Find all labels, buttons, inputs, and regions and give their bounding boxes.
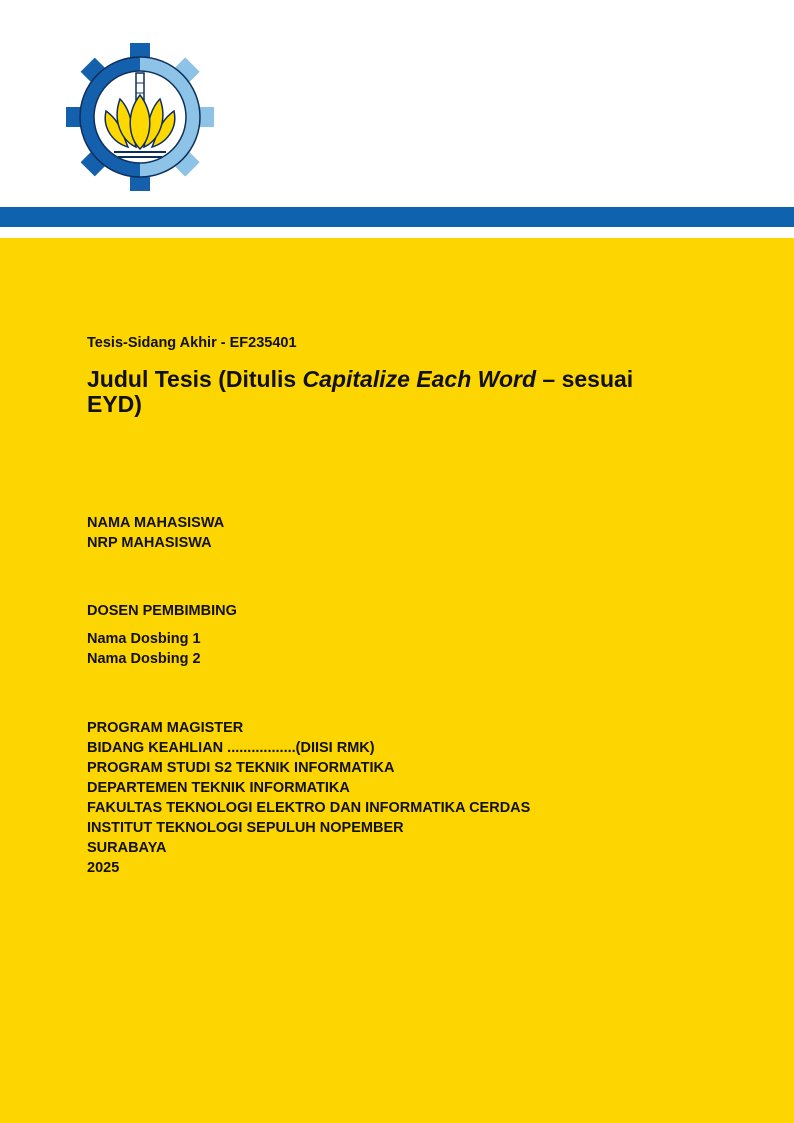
white-divider-gap bbox=[0, 227, 794, 238]
title-part1: Judul Tesis (Ditulis bbox=[87, 366, 303, 392]
student-name: NAMA MAHASISWA bbox=[87, 515, 225, 531]
study-program: PROGRAM STUDI S2 TEKNIK INFORMATIKA bbox=[87, 760, 395, 776]
thesis-title bbox=[87, 367, 707, 417]
advisor-name-2: Nama Dosbing 2 bbox=[87, 651, 201, 667]
header-area bbox=[0, 0, 794, 207]
title-line2: EYD) bbox=[87, 391, 142, 417]
advisor-list bbox=[87, 629, 201, 669]
its-logo-icon bbox=[66, 43, 214, 191]
blue-divider-band bbox=[0, 207, 794, 227]
thesis-code-line: Tesis-Sidang Akhir - EF235401 bbox=[87, 335, 297, 351]
institute: INSTITUT TEKNOLOGI SEPULUH NOPEMBER bbox=[87, 820, 404, 836]
title-italic: Capitalize Each Word bbox=[302, 366, 537, 392]
institution-block bbox=[87, 718, 530, 878]
expertise-field: BIDANG KEAHLIAN .................(DIISI RMK) bbox=[87, 740, 375, 756]
faculty: FAKULTAS TEKNOLOGI ELEKTRO DAN INFORMATIKA CERDAS bbox=[87, 800, 531, 816]
student-nrp: NRP MAHASISWA bbox=[87, 535, 212, 551]
city: SURABAYA bbox=[87, 840, 167, 856]
student-info bbox=[87, 513, 224, 553]
department: DEPARTEMEN TEKNIK INFORMATIKA bbox=[87, 780, 350, 796]
program-level: PROGRAM MAGISTER bbox=[87, 720, 244, 736]
advisor-name-1: Nama Dosbing 1 bbox=[87, 631, 201, 647]
title-part2: – sesuai bbox=[536, 366, 634, 392]
advisor-label: DOSEN PEMBIMBING bbox=[87, 603, 237, 619]
year: 2025 bbox=[87, 860, 120, 876]
